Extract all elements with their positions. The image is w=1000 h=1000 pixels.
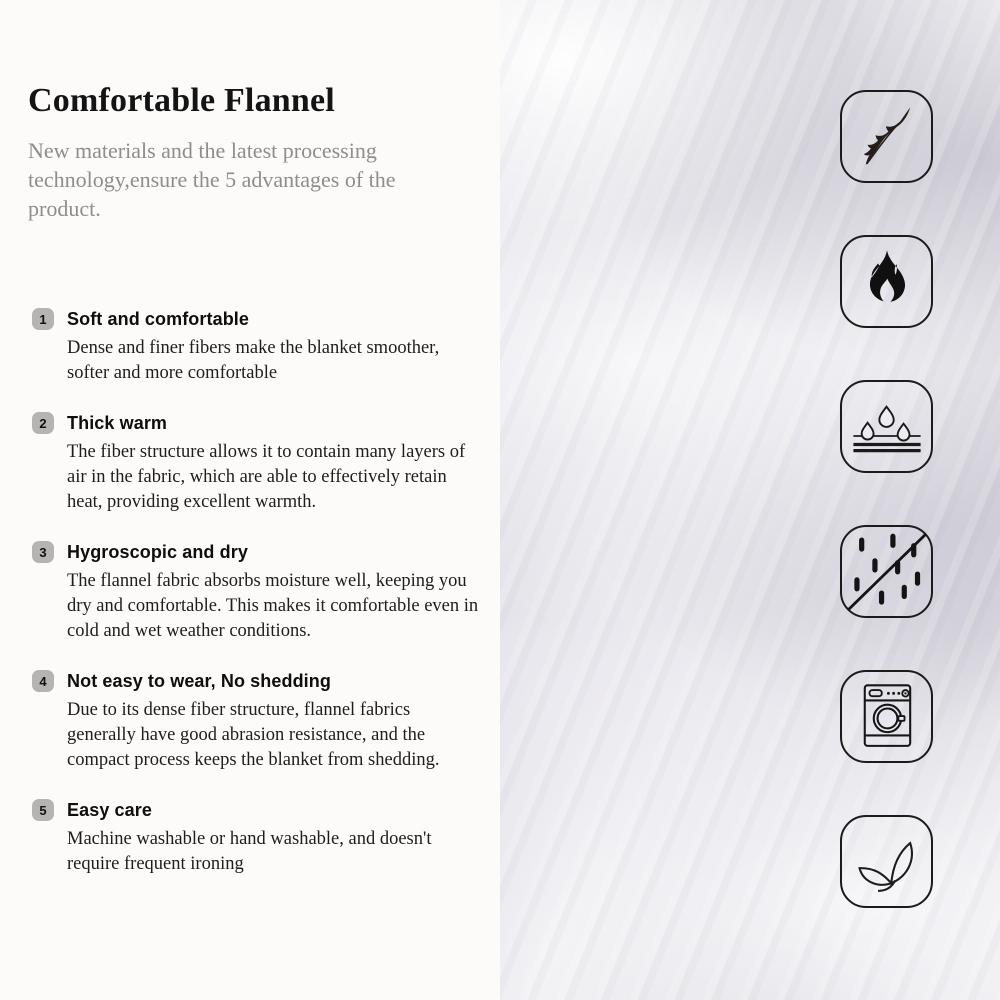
number-badge: 5 bbox=[32, 799, 54, 821]
item-heading-row bbox=[32, 670, 482, 692]
washing-machine-icon bbox=[843, 673, 931, 761]
item-description: Dense and finer fibers make the blanket smoother, softer and more comfortable bbox=[67, 338, 440, 383]
item-heading: Easy care bbox=[67, 799, 152, 820]
list-item-no-shedding bbox=[32, 670, 482, 773]
number-badge: 1 bbox=[32, 308, 54, 330]
item-heading-row bbox=[32, 541, 482, 563]
item-description: Due to its dense fiber structure, flannel fabrics generally have good abrasion resistance, and the compact process keeps the blanket from shedding. bbox=[67, 700, 440, 770]
icon-box-hygroscopic bbox=[840, 380, 933, 473]
item-heading: Soft and comfortable bbox=[67, 308, 250, 329]
item-heading: Not easy to wear, No shedding bbox=[67, 670, 331, 691]
list-item-soft bbox=[32, 308, 482, 386]
icon-box-warm bbox=[840, 235, 933, 328]
page-title: Comfortable Flannel bbox=[28, 82, 335, 119]
item-description: The flannel fabric absorbs moisture well, keeping you dry and comfortable. This makes it comfortable even in cold and wet weather conditions. bbox=[67, 571, 479, 641]
item-heading-row bbox=[32, 308, 482, 330]
moisture-drops-icon bbox=[843, 383, 931, 471]
icon-box-washable bbox=[840, 670, 933, 763]
item-heading: Hygroscopic and dry bbox=[67, 541, 248, 562]
page-subtitle: New materials and the latest processing technology,ensure the 5 advantages of the product. bbox=[28, 138, 396, 221]
number-badge: 2 bbox=[32, 412, 54, 434]
list-item-hygroscopic bbox=[32, 541, 482, 644]
advantages-list bbox=[32, 308, 482, 877]
item-heading-row bbox=[32, 799, 482, 821]
item-heading-row bbox=[32, 412, 482, 434]
icon-box-no-shedding bbox=[840, 525, 933, 618]
item-heading: Thick warm bbox=[67, 412, 168, 433]
feather-icon bbox=[843, 93, 931, 181]
icon-box-soft bbox=[840, 90, 933, 183]
no-shedding-icon bbox=[843, 528, 931, 616]
flame-icon bbox=[843, 238, 931, 326]
number-badge: 4 bbox=[32, 670, 54, 692]
list-item-easy-care bbox=[32, 799, 482, 877]
item-description: The fiber structure allows it to contain many layers of air in the fabric, which are able to effectively retain heat, providing excellent warmth. bbox=[67, 442, 466, 512]
item-description: Machine washable or hand washable, and doesn't require frequent ironing bbox=[67, 829, 432, 874]
text-column bbox=[28, 0, 488, 223]
number-badge: 3 bbox=[32, 541, 54, 563]
leaves-icon bbox=[843, 818, 931, 906]
list-item-warm bbox=[32, 412, 482, 515]
feature-icon-column bbox=[840, 90, 933, 908]
icon-box-easy-care bbox=[840, 815, 933, 908]
